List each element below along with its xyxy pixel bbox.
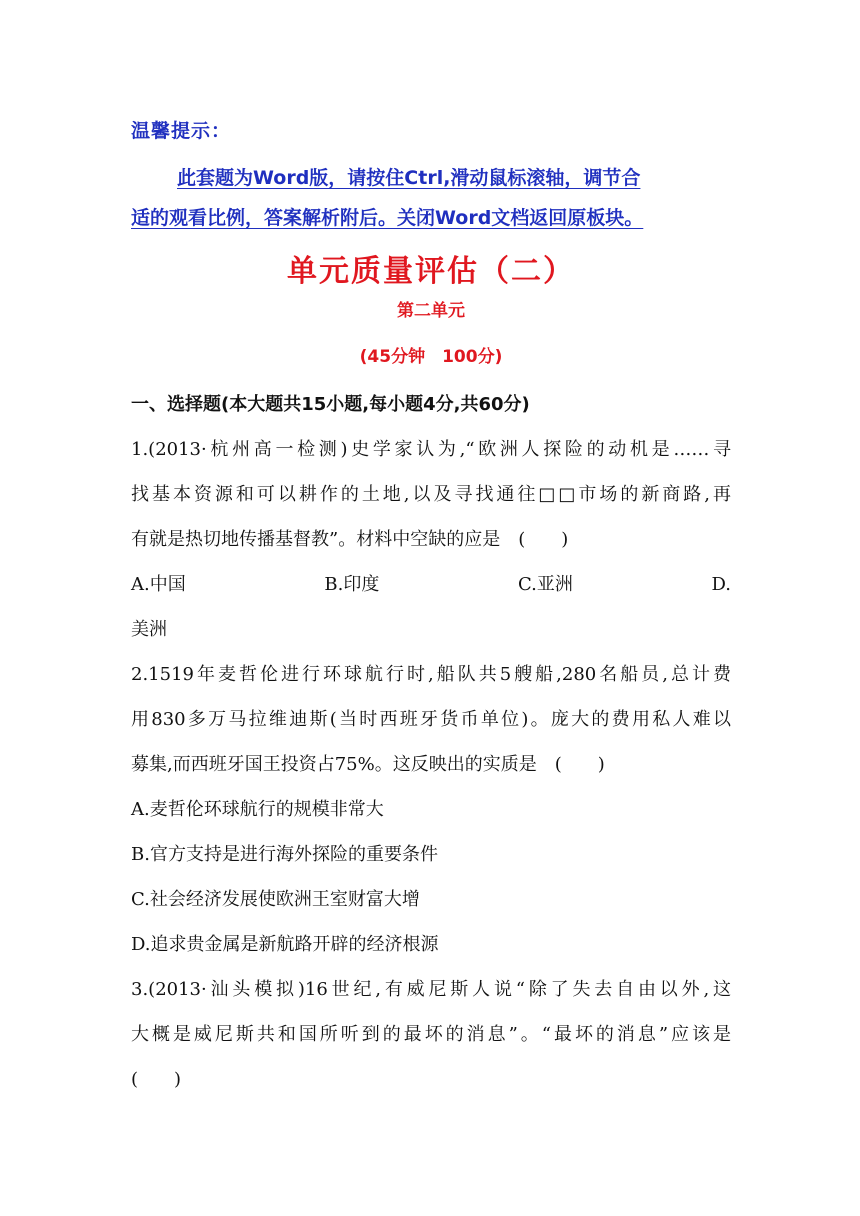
question-1 [131, 427, 731, 652]
time-score-line: (45分钟 100分) [359, 347, 503, 367]
question-2 [131, 652, 731, 967]
question-line: ( ) [131, 1069, 182, 1090]
question-content [131, 382, 731, 1102]
tip-title: 温馨提示： [131, 120, 232, 142]
tip-line-1: 此套题为Word版，请按住Ctrl,滑动鼠标滚轴，调节合 [177, 167, 641, 189]
question-line: 1.(2013·杭州高一检测)史学家认为,“欧洲人探险的动机是……寻 [131, 439, 731, 460]
question-3 [131, 967, 731, 1102]
option-c: C.亚洲 [517, 574, 573, 595]
question-line: 2.1519年麦哲伦进行环球航行时,船队共5艘船,280名船员,总计费 [131, 664, 731, 685]
page-title: 单元质量评估（二） [287, 254, 575, 289]
question-line: 大概是威尼斯共和国所听到的最坏的消息”。“最坏的消息”应该是 [131, 1024, 731, 1045]
option-d-continued: 美洲 [131, 619, 167, 640]
option-b: B.印度 [324, 574, 380, 595]
question-line: 用830多万马拉维迪斯(当时西班牙货币单位)。庞大的费用私人难以 [131, 709, 731, 730]
options-row [131, 562, 731, 607]
question-line: 找基本资源和可以耕作的土地,以及寻找通往□□市场的新商路,再 [131, 484, 731, 505]
unit-subtitle: 第二单元 [397, 301, 465, 321]
option-a: A.中国 [131, 574, 186, 595]
option-d: D. [711, 574, 731, 595]
option-d: D.追求贵金属是新航路开辟的经济根源 [131, 934, 439, 955]
section-heading: 一、选择题(本大题共15小题,每小题4分,共60分) [131, 394, 530, 415]
tip-body [131, 158, 731, 238]
option-a: A.麦哲伦环球航行的规模非常大 [131, 799, 384, 820]
tip-line-2: 适的观看比例，答案解析附后。关闭Word文档返回原板块。 [131, 207, 644, 229]
option-b: B.官方支持是进行海外探险的重要条件 [131, 844, 438, 865]
question-line: 3.(2013·汕头模拟)16世纪,有威尼斯人说“除了失去自由以外,这 [131, 979, 731, 1000]
question-line: 募集,而西班牙国王投资占75%。这反映出的实质是 ( ) [131, 754, 605, 775]
option-c: C.社会经济发展使欧洲王室财富大增 [131, 889, 420, 910]
question-line: 有就是热切地传播基督教”。材料中空缺的应是 ( ) [131, 529, 569, 550]
